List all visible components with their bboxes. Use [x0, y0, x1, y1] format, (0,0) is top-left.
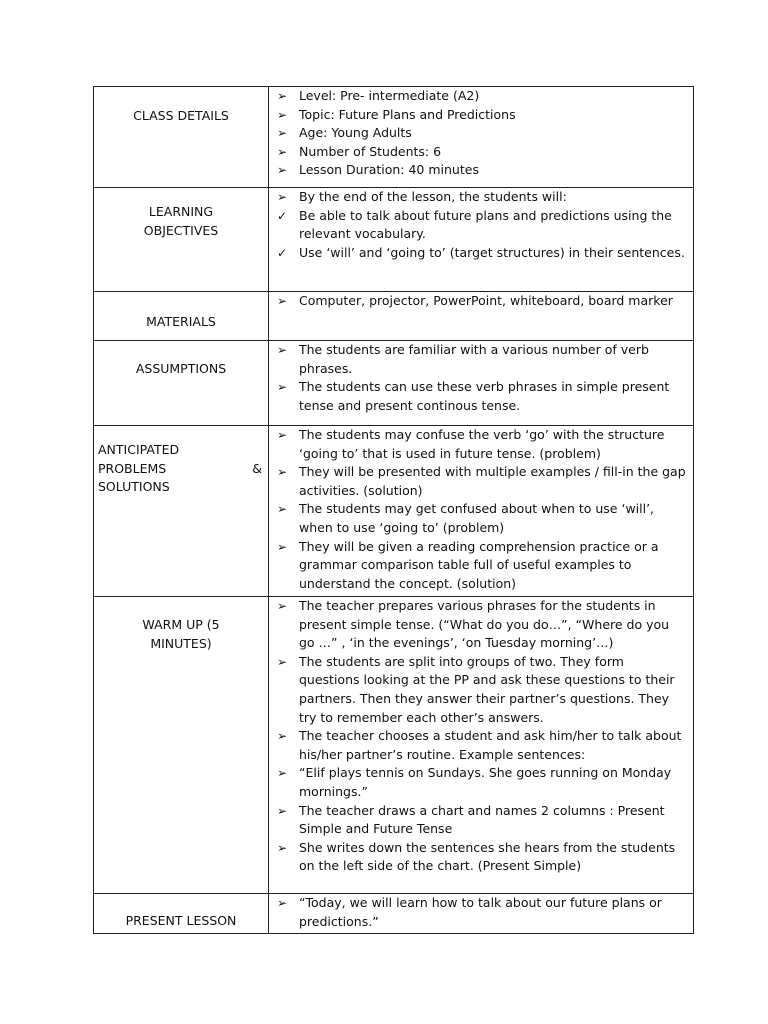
row-label-text: &: [252, 460, 262, 476]
item-text: Number of Students: 6: [299, 143, 442, 159]
arrow-bullet-icon: ➢: [277, 896, 288, 910]
item-text: “Today, we will learn how to talk about our future plans or predictions.”: [299, 895, 662, 929]
list-item: [273, 188, 687, 207]
item-text: The students are split into groups of two. They form questions looking at the PP and ask these questions to their partners. Then they answer their partner’s questions. They try to remember each other’s answers.: [299, 653, 675, 725]
row-label-text: LEARNING: [148, 204, 214, 219]
row-label: [94, 426, 269, 597]
row-label: [94, 341, 269, 426]
item-text: The students may confuse the verb ‘go’ with the structure ‘going to’ that is used in future tense. (problem): [299, 427, 665, 461]
row-assumptions: [94, 341, 694, 426]
item-text: Computer, projector, PowerPoint, whiteboard, board marker: [299, 293, 673, 308]
arrow-bullet-icon: ➢: [277, 539, 288, 554]
check-mark-icon: ✓: [277, 208, 288, 223]
row-label-text: PRESENT LESSON: [125, 913, 237, 928]
arrow-bullet-icon: ➢: [277, 343, 288, 357]
arrow-bullet-icon: ➢: [277, 465, 288, 480]
list-item: [273, 802, 687, 839]
check-mark-icon: ✓: [277, 245, 288, 260]
list-item: [273, 143, 687, 162]
item-text: The teacher prepares various phrases for the students in present simple tense. (“What do you do…”, “Where do you go …” , ‘in the evenings’, ‘on Tuesday morning’…): [299, 598, 670, 651]
item-text: The teacher chooses a student and ask him/her to talk about his/her partner’s routine. Example sentences:: [299, 728, 682, 762]
list-item: [273, 463, 687, 500]
arrow-bullet-icon: ➢: [277, 502, 288, 517]
row-label-text: MINUTES): [150, 635, 212, 651]
item-text: The students can use these verb phrases in simple present tense and present continous tense.: [299, 379, 670, 413]
list-item: [273, 764, 687, 801]
row-label: [94, 597, 269, 894]
list-item: [273, 161, 687, 180]
list-item: [273, 341, 687, 378]
list-item: [273, 538, 687, 594]
row-present-lesson: [94, 894, 694, 934]
arrow-bullet-icon: ➢: [277, 803, 288, 818]
row-label-text: CLASS DETAILS: [133, 108, 229, 123]
item-text: The students are familiar with a various number of verb phrases.: [299, 342, 649, 376]
item-text: Be able to talk about future plans and predictions using the relevant vocabulary.: [299, 207, 672, 242]
list-item: [273, 207, 687, 244]
row-warm-up: [94, 597, 694, 894]
arrow-bullet-icon: ➢: [277, 428, 288, 442]
list-item: [273, 727, 687, 764]
row-content: [269, 188, 694, 292]
list-item: [273, 597, 687, 653]
arrow-bullet-icon: ➢: [277, 599, 288, 613]
item-text: Level: Pre- intermediate (A2): [299, 88, 480, 103]
list-item: [273, 87, 687, 106]
row-anticipated-problems: [94, 426, 694, 597]
row-label-text: PROBLEMS: [98, 460, 167, 476]
row-label-text: ANTICIPATED: [98, 442, 180, 457]
list-item: [273, 839, 687, 876]
row-label-text: WARM UP (5: [142, 617, 220, 632]
arrow-bullet-icon: ➢: [277, 380, 288, 395]
item-text: Topic: Future Plans and Predictions: [299, 106, 516, 122]
item-text: Age: Young Adults: [299, 125, 412, 141]
row-materials: [94, 292, 694, 341]
row-label-text: MATERIALS: [146, 314, 216, 329]
row-content: [269, 894, 694, 934]
item-text: Lesson Duration: 40 minutes: [299, 162, 479, 178]
row-label-text: OBJECTIVES: [143, 222, 219, 238]
item-text: By the end of the lesson, the students will:: [299, 189, 567, 204]
row-content: [269, 341, 694, 426]
arrow-bullet-icon: ➢: [277, 144, 288, 159]
row-content: [269, 597, 694, 894]
arrow-bullet-icon: ➢: [277, 294, 288, 308]
lesson-plan-table: [93, 86, 694, 934]
item-text: The teacher draws a chart and names 2 columns : Present Simple and Future Tense: [299, 802, 665, 837]
list-item: [273, 500, 687, 537]
row-label: [94, 894, 269, 934]
arrow-bullet-icon: ➢: [277, 729, 288, 744]
list-item: [273, 244, 687, 263]
list-item: [273, 894, 687, 931]
row-label: [94, 87, 269, 188]
list-item: [273, 426, 687, 463]
arrow-bullet-icon: ➢: [277, 840, 288, 855]
item-text: They will be given a reading comprehension practice or a grammar comparison table full of useful examples to understand the concept. (solution): [299, 538, 659, 591]
arrow-bullet-icon: ➢: [277, 89, 288, 103]
list-item: [273, 378, 687, 415]
arrow-bullet-icon: ➢: [277, 654, 288, 669]
arrow-bullet-icon: ➢: [277, 163, 288, 178]
item-text: “Elif plays tennis on Sundays. She goes running on Monday mornings.”: [299, 765, 672, 799]
row-content: [269, 87, 694, 188]
row-content: [269, 292, 694, 341]
item-text: Use ‘will’ and ‘going to’ (target structures) in their sentences.: [299, 244, 685, 260]
row-label: [94, 188, 269, 292]
arrow-bullet-icon: ➢: [277, 107, 288, 122]
list-item: [273, 653, 687, 727]
list-item: [273, 106, 687, 125]
arrow-bullet-icon: ➢: [277, 126, 288, 141]
row-label: [94, 292, 269, 341]
row-content: [269, 426, 694, 597]
item-text: They will be presented with multiple examples / fill-in the gap activities. (solution): [299, 464, 686, 498]
item-text: The students may get confused about when to use ‘will’, when to use ‘going to’ (problem): [299, 501, 655, 535]
row-label-text: SOLUTIONS: [98, 479, 170, 495]
list-item: [273, 124, 687, 143]
list-item: [273, 292, 687, 311]
arrow-bullet-icon: ➢: [277, 766, 288, 781]
row-learning-objectives: [94, 188, 694, 292]
arrow-bullet-icon: ➢: [277, 190, 288, 204]
row-label-text: ASSUMPTIONS: [135, 361, 227, 376]
row-class-details: [94, 87, 694, 188]
item-text: She writes down the sentences she hears from the students on the left side of the chart. (Present Simple): [299, 839, 676, 874]
